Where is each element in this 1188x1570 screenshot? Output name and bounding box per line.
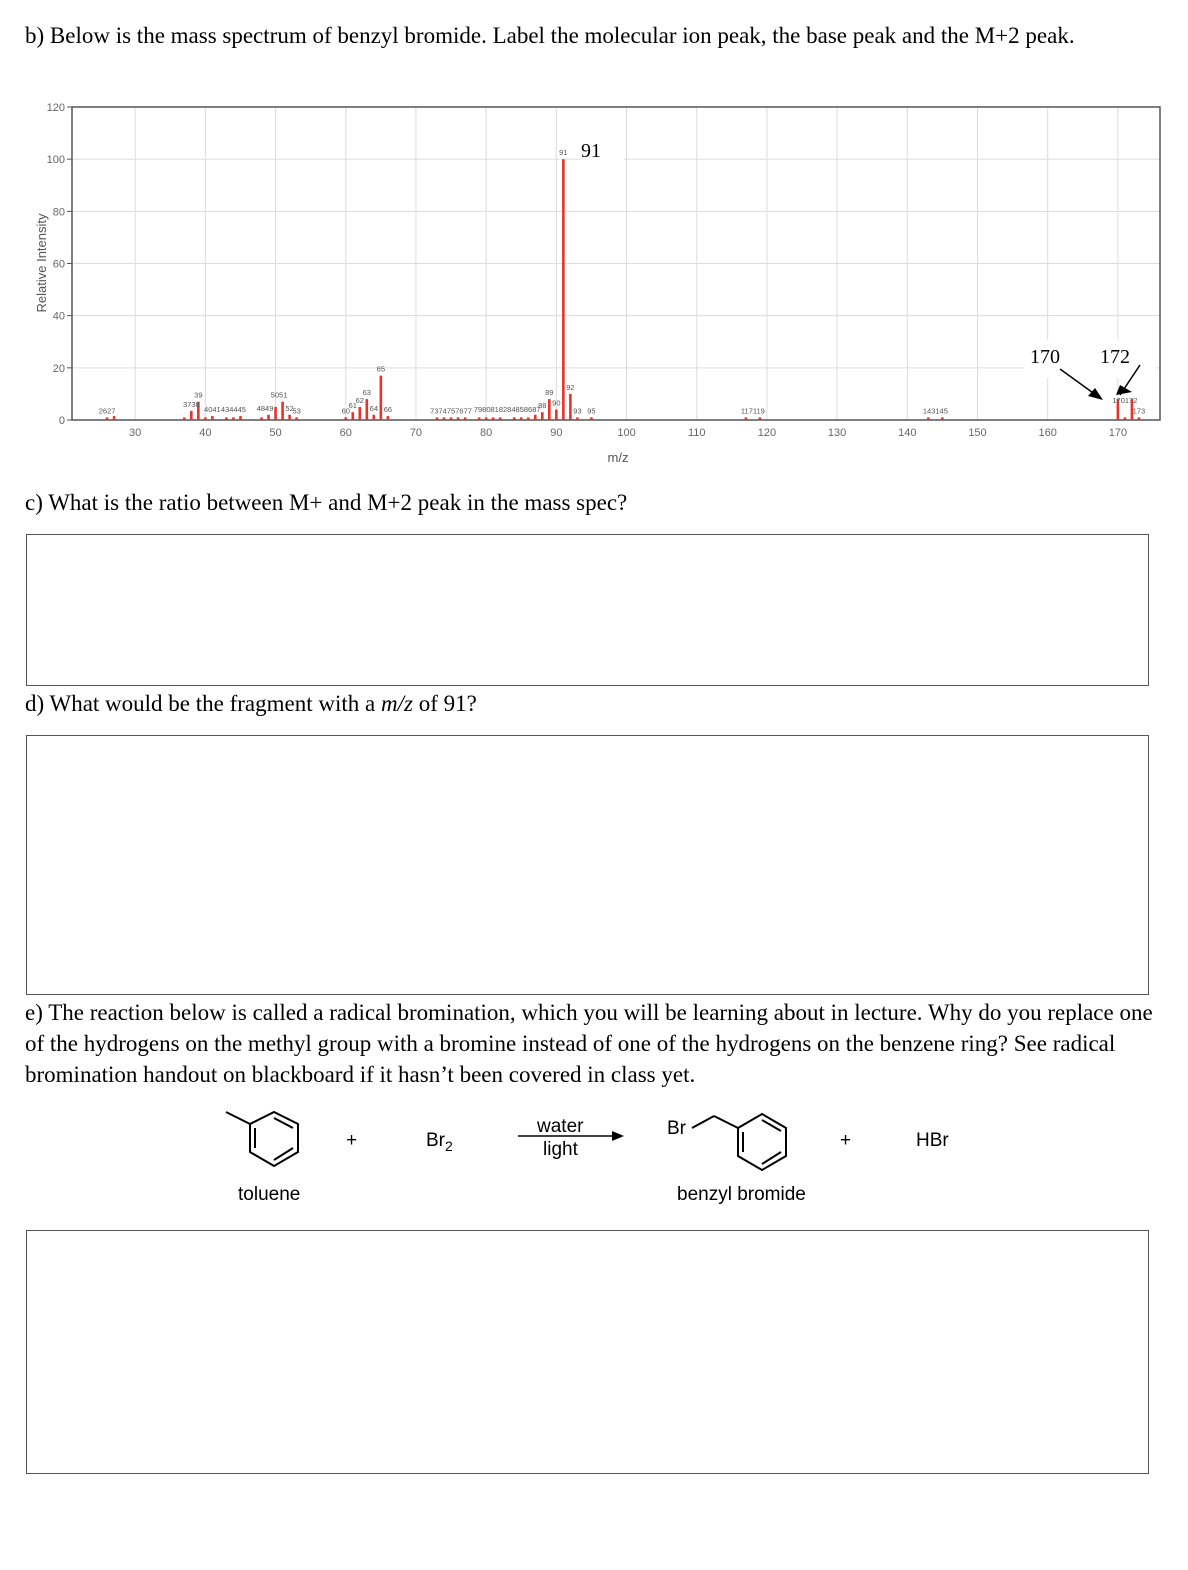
peak-bar [211, 416, 214, 420]
peak-bar [513, 417, 516, 420]
question-e: e) The reaction below is called a radical bromination, which you will be learning about in lecture. Why do you replace one of the hydrogens on the methyl group with a bromine instead of one of the hydrogens on the benzene ring? See radical bromination handout on blackboard if it hasn’t been covered in class yet. [25, 1000, 1153, 1087]
peak-bar [443, 417, 446, 420]
x-tick-label: 100 [617, 427, 636, 439]
peak-label: 5051 [270, 390, 288, 400]
plus-sign: + [840, 1130, 852, 1151]
peak-bar [260, 417, 263, 420]
peak-bar [485, 417, 488, 420]
peak-bar [569, 394, 572, 420]
peak-bar [281, 402, 284, 420]
peak-bar [464, 417, 467, 420]
x-tick-label: 110 [687, 427, 706, 439]
peak-label: 4849 [256, 403, 274, 413]
question-d-text-end: of 91? [412, 691, 477, 716]
peak-bar [190, 411, 193, 420]
peak-bar [232, 417, 235, 420]
peak-bars [106, 159, 1140, 420]
peak-bar [527, 417, 530, 420]
peak-label: 39 [194, 390, 203, 400]
peak-bar [225, 417, 228, 420]
peak-label: 7980818284858687 [473, 405, 541, 415]
peak-bar [387, 416, 390, 420]
peak-bar [941, 417, 944, 420]
y-axis-ticks [47, 102, 72, 427]
x-tick-label: 120 [757, 427, 777, 439]
condition-water: water [537, 1116, 584, 1137]
peak-bar [351, 412, 354, 420]
peak-bar [113, 416, 116, 420]
bromine-subscript: 2 [445, 1137, 453, 1154]
peak-label: 60 [341, 406, 350, 416]
peak-label: 53 [292, 406, 301, 416]
peak-bar [436, 417, 439, 420]
peak-bar [457, 417, 460, 420]
peak-bar [373, 415, 376, 420]
peak-label: 92 [566, 382, 575, 392]
toluene-label: toluene [238, 1184, 301, 1205]
m-plus-2-annotation: 172 [1100, 346, 1130, 368]
question-b: b) Below is the mass spectrum of benzyl bromide. Label the molecular ion peak, the base peak and the M+2 peak. [25, 23, 1075, 48]
x-axis-ticks [129, 427, 1127, 439]
peak-bar [450, 417, 453, 420]
peak-bar [745, 417, 748, 420]
peak-bar [1138, 417, 1141, 420]
peak-bar [541, 412, 544, 420]
condition-light: light [543, 1139, 578, 1160]
mass-spectrum-chart [0, 95, 1188, 475]
y-tick-label: 0 [58, 415, 65, 427]
molecular-ion-annotation: 170 [1030, 346, 1060, 368]
y-tick-label: 20 [52, 362, 65, 375]
peak-bar [344, 417, 347, 420]
peak-bar [106, 417, 109, 420]
peak-label: 93 [573, 406, 582, 416]
peak-bar [548, 399, 551, 420]
peak-label: 7374757677 [430, 406, 472, 416]
peak-bar [562, 159, 565, 420]
peak-bar [366, 399, 369, 420]
y-tick-label: 100 [46, 154, 65, 167]
peak-bar [927, 417, 930, 420]
peak-label: 89 [545, 388, 554, 398]
peak-bar [478, 417, 481, 420]
answer-box-d[interactable] [26, 735, 1149, 995]
peak-bar [267, 415, 270, 420]
question-c: c) What is the ratio between M+ and M+2 peak in the mass spec? [25, 490, 628, 515]
peak-label: 4041 [204, 405, 221, 415]
x-tick-label: 80 [480, 427, 493, 439]
question-d [25, 688, 477, 719]
peak-label: 173 [1132, 406, 1146, 416]
answer-box-e[interactable] [26, 1230, 1149, 1474]
y-tick-label: 60 [52, 258, 65, 271]
question-d-text: d) What would be the fragment with a [25, 691, 381, 716]
peak-bar [239, 416, 242, 420]
peak-label: 62 [355, 395, 364, 405]
x-tick-label: 90 [550, 427, 563, 439]
peak-label: 90 [552, 398, 561, 408]
y-tick-label: 40 [52, 310, 65, 323]
x-tick-label: 170 [1108, 427, 1128, 439]
peak-label: 143145 [922, 406, 948, 416]
product-br-atom: Br [667, 1118, 686, 1139]
peak-label: 63 [362, 388, 371, 398]
peak-labels [99, 148, 1145, 415]
peak-bar [492, 417, 495, 420]
x-tick-label: 70 [409, 427, 423, 439]
x-tick-label: 60 [339, 427, 352, 439]
peak-bar [576, 417, 579, 420]
peak-label: 117119 [740, 406, 765, 416]
peak-bar [590, 417, 593, 420]
peak-bar [358, 407, 361, 420]
toluene-structure [214, 1104, 314, 1184]
bromine-reagent [426, 1130, 453, 1154]
x-tick-label: 150 [968, 427, 987, 439]
y-axis-label: Relative Intensity [34, 213, 49, 313]
benzyl-bromide-label: benzyl bromide [677, 1184, 806, 1205]
x-tick-label: 30 [129, 427, 142, 439]
x-tick-label: 130 [827, 427, 847, 439]
peak-bar [204, 417, 207, 420]
peak-label: 65 [376, 364, 386, 374]
x-axis-label: m/z [607, 450, 629, 465]
x-tick-label: 50 [269, 427, 282, 439]
peak-label: 170172 [1112, 395, 1138, 405]
peak-bar [520, 417, 523, 420]
peak-bar [288, 415, 291, 420]
peak-bar [380, 376, 383, 420]
peak-label: 95 [587, 406, 596, 416]
y-tick-label: 120 [46, 102, 65, 114]
peak-label: 3738 [182, 399, 200, 409]
peak-label: 434445 [220, 405, 246, 415]
peak-label: 52 [285, 403, 294, 413]
bromine-symbol: Br [426, 1130, 445, 1151]
peak-bar [274, 407, 277, 420]
x-tick-label: 160 [1038, 427, 1057, 439]
plus-sign: + [346, 1130, 358, 1151]
peak-bar [534, 415, 537, 420]
peak-label: 88 [538, 401, 547, 411]
peak-label: 61 [348, 401, 357, 411]
peak-bar [499, 417, 502, 420]
peak-bar [555, 410, 558, 420]
peak-bar [759, 417, 762, 420]
peak-bar [295, 417, 298, 420]
benzyl-bromide-structure [690, 1104, 800, 1184]
peak-bar [1124, 417, 1127, 420]
hbr-label: HBr [916, 1130, 949, 1151]
peak-label: 2627 [98, 406, 116, 416]
x-tick-label: 140 [898, 427, 917, 439]
mz-italic: m/z [380, 691, 413, 716]
peak-label: 66 [383, 405, 393, 415]
x-tick-label: 40 [199, 427, 212, 439]
peak-label: 91 [559, 148, 568, 158]
base-peak-annotation: 91 [581, 140, 601, 162]
reaction-scheme [0, 1100, 1188, 1215]
peak-bar [183, 417, 186, 420]
y-tick-label: 80 [52, 206, 65, 219]
peak-label: 64 [369, 403, 379, 413]
answer-box-c[interactable] [26, 534, 1149, 686]
